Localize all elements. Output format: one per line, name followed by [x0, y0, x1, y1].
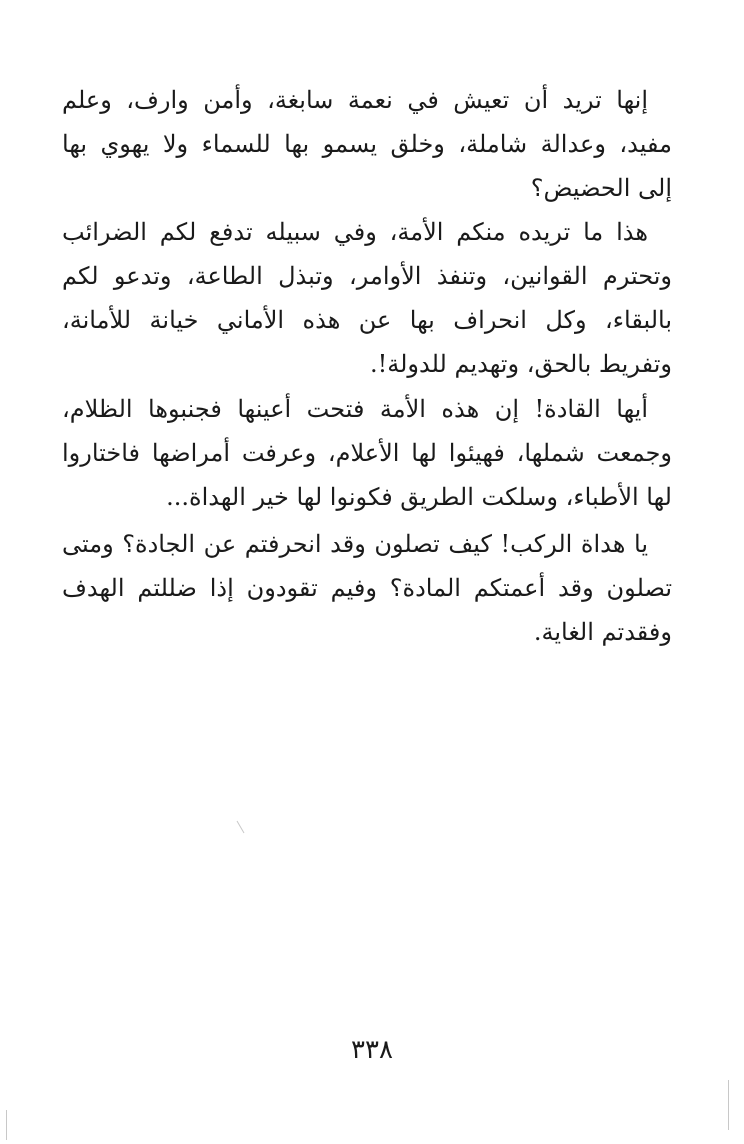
paragraph-line: وفقدتم الغاية.: [533, 618, 672, 646]
paragraph-line: يا هداة الركب! كيف تصلون وقد انحرفتم عن الجادة؟ ومتى: [62, 530, 648, 558]
paragraph-line: تصلون وقد أعمتكم المادة؟ وفيم تقودون إذا ضللتم الهدف: [62, 574, 672, 602]
paragraph-line: إلى الحضيض؟: [530, 174, 672, 202]
paragraph-line: وتفريط بالحق، وتهديم للدولة!.: [369, 350, 672, 378]
scan-mark: [237, 821, 245, 834]
paragraph-4: [62, 522, 672, 654]
paragraph-line: بالبقاء، وكل انحراف بها عن هذه الأماني خيانة للأمانة،: [62, 306, 672, 334]
paragraph-3: [62, 387, 672, 519]
paragraph-1: [62, 78, 672, 210]
page-number: ٣٣٨: [351, 1035, 393, 1065]
paragraph-2: [62, 210, 672, 386]
paragraph-line: أيها القادة! إن هذه الأمة فتحت أعينها فجنبوها الظلام،: [62, 395, 648, 423]
paragraph-line: إنها تريد أن تعيش في نعمة سابغة، وأمن وارف، وعلم: [62, 86, 648, 114]
paragraph-line: لها الأطباء، وسلكت الطريق فكونوا لها خير الهداة...: [166, 483, 672, 511]
scan-mark: [728, 1080, 729, 1130]
scan-mark: [6, 1110, 7, 1140]
paragraph-line: وتحترم القوانين، وتنفذ الأوامر، وتبذل الطاعة، وتدعو لكم: [62, 262, 672, 290]
paragraph-line: وجمعت شملها، فهيئوا لها الأعلام، وعرفت أمراضها فاختاروا: [62, 439, 672, 467]
paragraph-line: هذا ما تريده منكم الأمة، وفي سبيله تدفع لكم الضرائب: [62, 218, 648, 246]
paragraph-line: مفيد، وعدالة شاملة، وخلق يسمو بها للسماء ولا يهوي بها: [62, 130, 672, 158]
